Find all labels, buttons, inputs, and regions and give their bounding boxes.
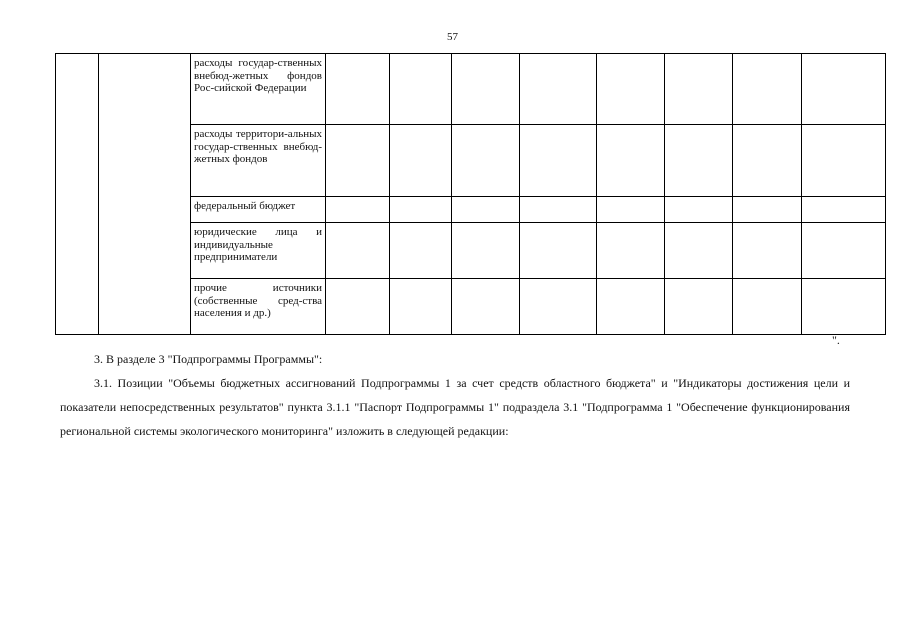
budget-table: [55, 53, 886, 335]
page-number: 57: [447, 31, 458, 43]
table-row: [56, 54, 886, 125]
funding-source-cell: расходы территори-альных государ-ственных внебюд-жетных фондов: [191, 125, 326, 197]
amendment-paragraph: 3.1. Позиции "Объемы бюджетных ассигнований Подпрограммы 1 за счет средств областного бюджета" и "Индикаторы достижения цели и показатели непосредственных результатов" пункта 3.1.1 "Паспорт Подпрограммы 1" подраздела 3.1 "Подпрограмма 1 "Обеспечение функционирования региональной системы экологического мониторинга" изложить в следующей редакции:: [60, 376, 850, 438]
section-heading-paragraph: 3. В разделе 3 "Подпрограммы Программы":: [94, 352, 323, 366]
funding-source-cell: прочие источники (собственные сред-ства населения и др.): [191, 279, 326, 335]
number-cell: [56, 54, 99, 335]
funding-source-cell: расходы государ-ственных внебюд-жетных фондов Рос-сийской Федерации: [191, 54, 326, 125]
name-cell: [99, 54, 191, 335]
funding-source-cell: федеральный бюджет: [191, 197, 326, 223]
closing-quote: ".: [832, 333, 840, 347]
funding-source-cell: юридические лица и индивидуальные предприниматели: [191, 223, 326, 279]
